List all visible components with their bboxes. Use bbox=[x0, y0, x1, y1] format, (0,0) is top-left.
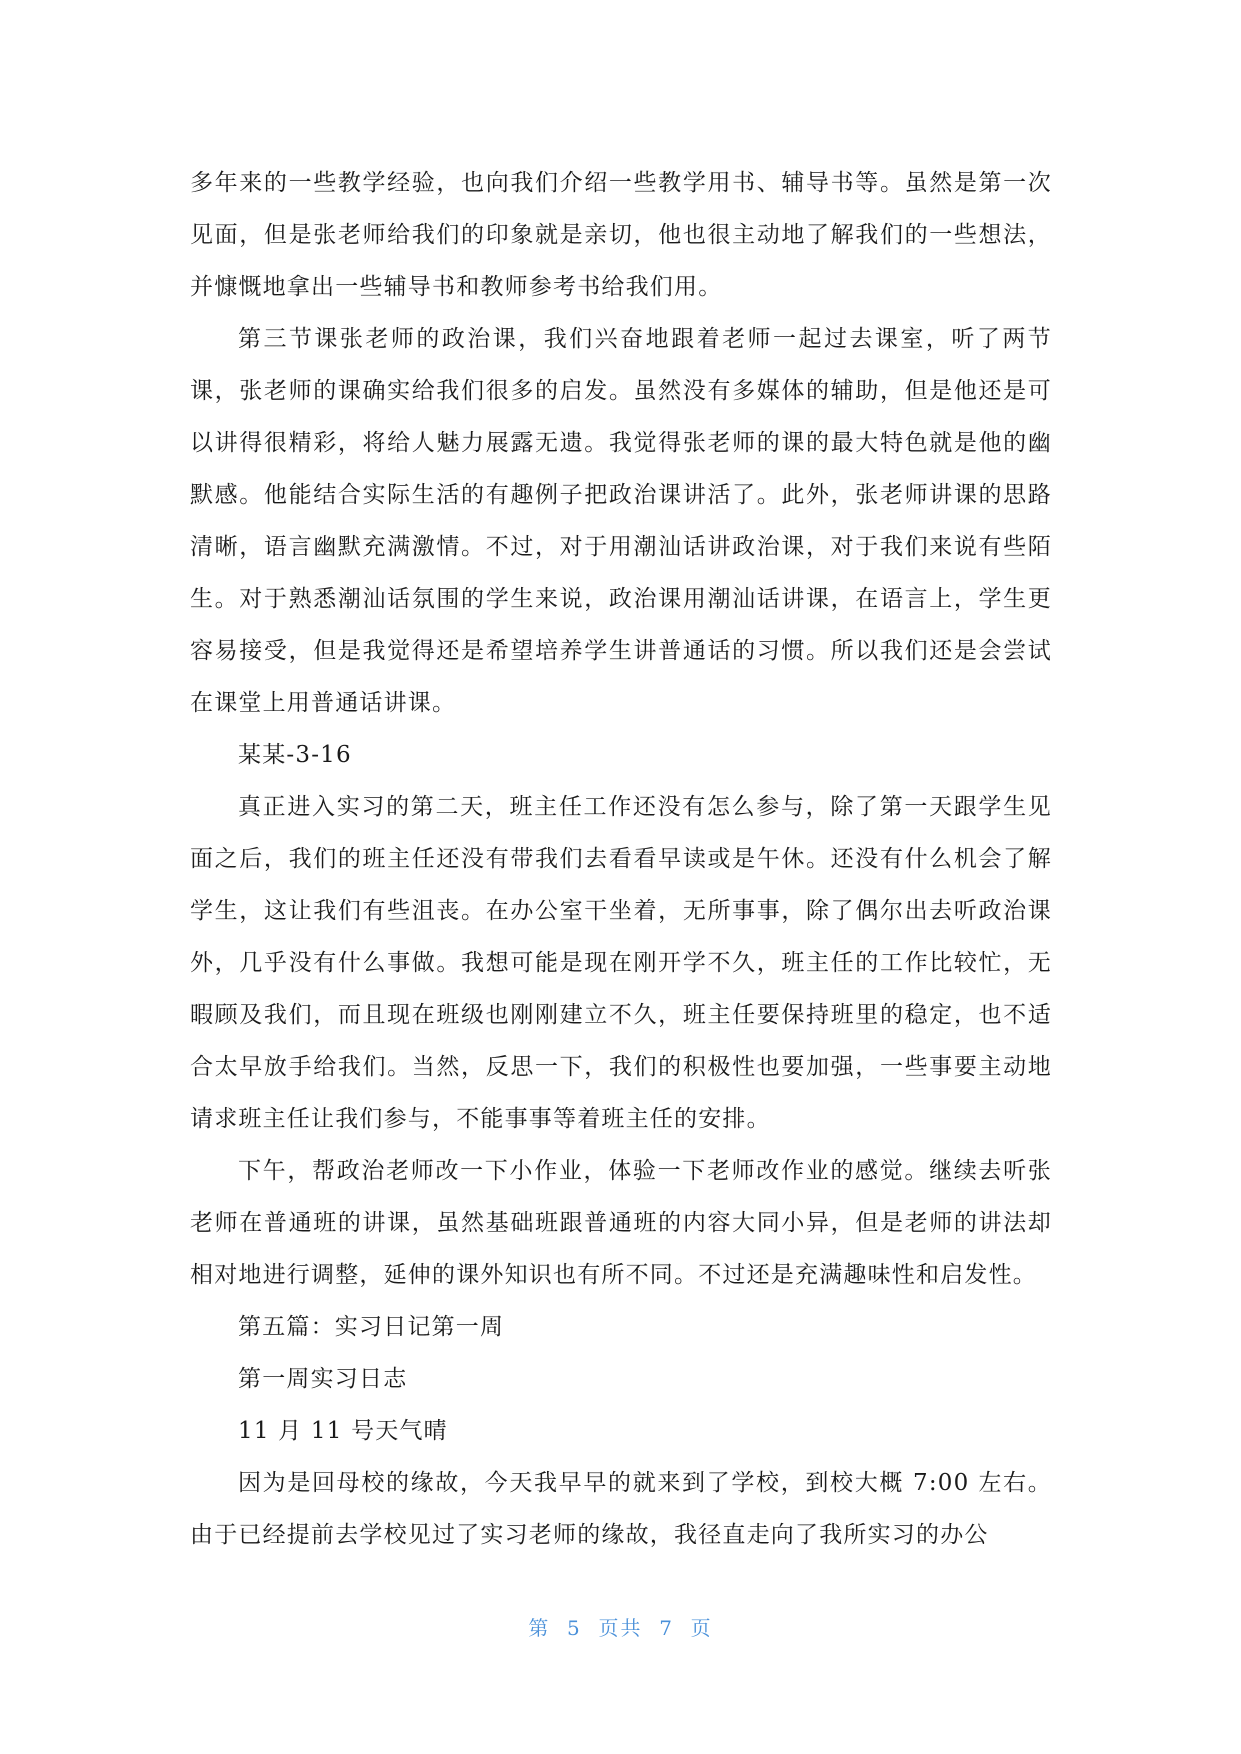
paragraph-date-heading: 某某-3-16 bbox=[238, 742, 352, 768]
paragraph-1: 多年来的一些教学经验，也向我们介绍一些教学用书、辅导书等。虽然是第一次见面，但是张老师给我们的印象就是亲切，他也很主动地了解我们的一些想法，并慷慨地拿出一些辅导书和教师参考书给我们用。 bbox=[190, 170, 1052, 300]
paragraph-4: 下午，帮政治老师改一下小作业，体验一下老师改作业的感觉。继续去听张老师在普通班的讲课，虽然基础班跟普通班的内容大同小异，但是老师的讲法却相对地进行调整，延伸的课外知识也有所不同。不过还是充满趣味性和启发性。 bbox=[190, 1158, 1052, 1288]
paragraph-2: 第三节课张老师的政治课，我们兴奋地跟着老师一起过去课室，听了两节课，张老师的课确实给我们很多的启发。虽然没有多媒体的辅助，但是他还是可以讲得很精彩，将给人魅力展露无遗。我觉得张老师的课的最大特色就是他的幽默感。他能结合实际生活的有趣例子把政治课讲活了。此外，张老师讲课的思路清晰，语言幽默充满激情。不过，对于用潮汕话讲政治课，对于我们来说有些陌生。对于熟悉潮汕话氛围的学生来说，政治课用潮汕话讲课，在语言上，学生更容易接受，但是我觉得还是希望培养学生讲普通话的习惯。所以我们还是会尝试在课堂上用普通话讲课。 bbox=[190, 326, 1052, 716]
document-body bbox=[190, 157, 1052, 1561]
page-number-footer: 第 5 页共 7 页 bbox=[528, 1616, 713, 1640]
subsection-heading: 第一周实习日志 bbox=[238, 1366, 408, 1392]
paragraph-3: 真正进入实习的第二天，班主任工作还没有怎么参与，除了第一天跟学生见面之后，我们的班主任还没有带我们去看看早读或是午休。还没有什么机会了解学生，这让我们有些沮丧。在办公室干坐着，无所事事，除了偶尔出去听政治课外，几乎没有什么事做。我想可能是现在刚开学不久，班主任的工作比较忙，无暇顾及我们，而且现在班级也刚刚建立不久，班主任要保持班里的稳定，也不适合太早放手给我们。当然，反思一下，我们的积极性也要加强，一些事要主动地请求班主任让我们参与，不能事事等着班主任的安排。 bbox=[190, 794, 1052, 1132]
section-heading: 第五篇：实习日记第一周 bbox=[238, 1314, 505, 1340]
diary-date-line: 11 月 11 号天气晴 bbox=[238, 1418, 448, 1444]
paragraph-5: 因为是回母校的缘故，今天我早早的就来到了学校，到校大概 7:00 左右。由于已经提前去学校见过了实习老师的缘故，我径直走向了我所实习的办公 bbox=[190, 1470, 1052, 1548]
